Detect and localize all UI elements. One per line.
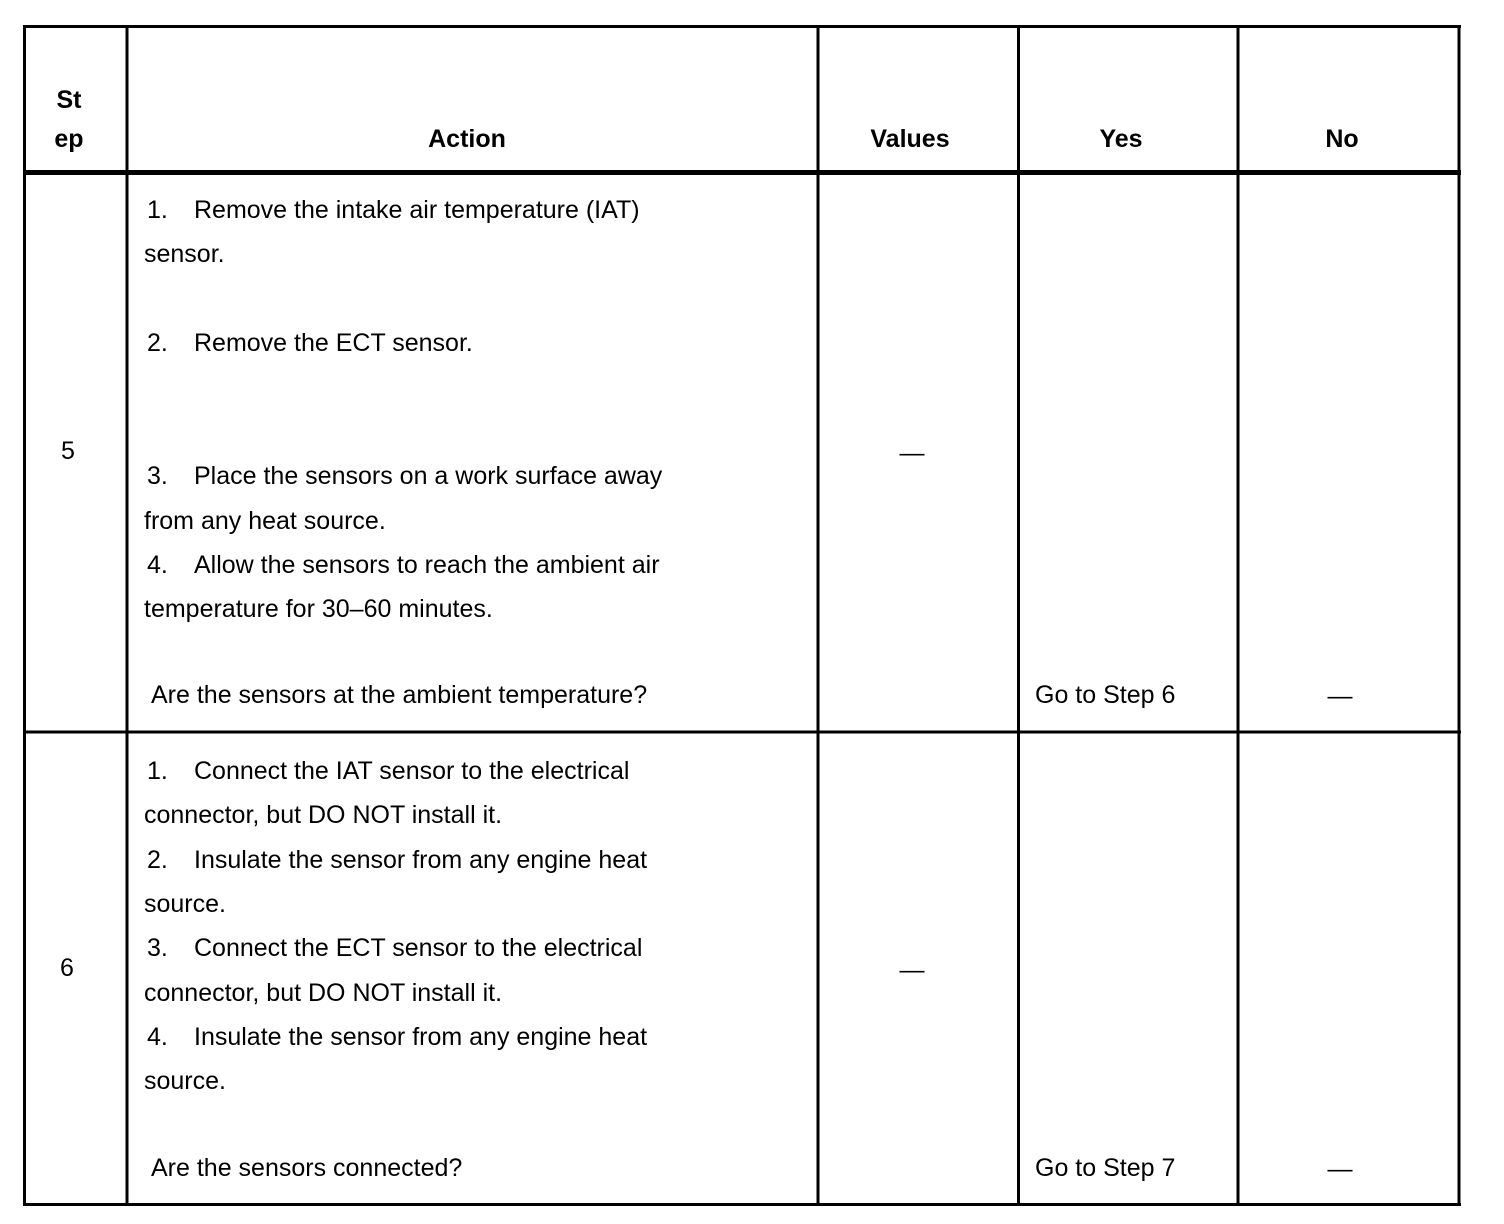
header-values: Values bbox=[870, 125, 950, 153]
action-item-number: 3. bbox=[147, 934, 168, 962]
action-item-text: Connect the IAT sensor to the electrical bbox=[194, 757, 630, 785]
action-item-continuation: temperature for 30–60 minutes. bbox=[144, 595, 493, 623]
no-cell: — bbox=[1327, 1155, 1353, 1183]
action-item-number: 4. bbox=[147, 1023, 168, 1051]
action-item-text: Place the sensors on a work surface away bbox=[194, 462, 663, 490]
values-cell: — bbox=[899, 439, 925, 467]
action-item-number: 3. bbox=[147, 462, 168, 490]
action-item-continuation: connector, but DO NOT install it. bbox=[144, 979, 503, 1007]
action-item-continuation: source. bbox=[144, 1067, 226, 1095]
action-item-text: Remove the ECT sensor. bbox=[194, 329, 473, 357]
action-item bbox=[144, 188, 640, 232]
action-item bbox=[144, 543, 660, 587]
action-item-number: 1. bbox=[147, 757, 168, 785]
yes-cell: Go to Step 6 bbox=[1035, 681, 1176, 709]
action-item bbox=[144, 1015, 647, 1059]
action-item bbox=[144, 321, 473, 365]
action-item bbox=[144, 926, 642, 970]
action-item bbox=[144, 454, 662, 498]
action-item bbox=[144, 749, 629, 793]
action-item-text: Allow the sensors to reach the ambient air bbox=[194, 551, 660, 579]
action-item-number: 2. bbox=[147, 846, 168, 874]
action-item bbox=[144, 838, 647, 882]
action-item-text: Insulate the sensor from any engine heat bbox=[194, 846, 648, 874]
yes-cell: Go to Step 7 bbox=[1035, 1154, 1176, 1182]
action-item-text: Insulate the sensor from any engine heat bbox=[194, 1023, 648, 1051]
action-item-text: Remove the intake air temperature (IAT) bbox=[194, 196, 640, 224]
action-item-continuation: connector, but DO NOT install it. bbox=[144, 801, 503, 829]
action-item-continuation: sensor. bbox=[144, 240, 225, 268]
header-step: St ep bbox=[54, 86, 84, 153]
action-item-number: 2. bbox=[147, 329, 168, 357]
action-item-text: Connect the ECT sensor to the electrical bbox=[194, 934, 643, 962]
header-no: No bbox=[1325, 125, 1359, 153]
header-action: Action bbox=[428, 125, 506, 153]
header-yes: Yes bbox=[1099, 125, 1143, 153]
action-item-number: 4. bbox=[147, 551, 168, 579]
no-cell: — bbox=[1327, 682, 1353, 710]
action-item-number: 1. bbox=[147, 196, 168, 224]
action-item-continuation: from any heat source. bbox=[144, 507, 386, 535]
step-number: 5 bbox=[61, 437, 75, 465]
action-question: Are the sensors connected? bbox=[151, 1154, 463, 1182]
action-item-continuation: source. bbox=[144, 890, 226, 918]
action-question: Are the sensors at the ambient temperature? bbox=[151, 681, 648, 709]
step-number: 6 bbox=[60, 954, 74, 982]
values-cell: — bbox=[899, 956, 925, 984]
